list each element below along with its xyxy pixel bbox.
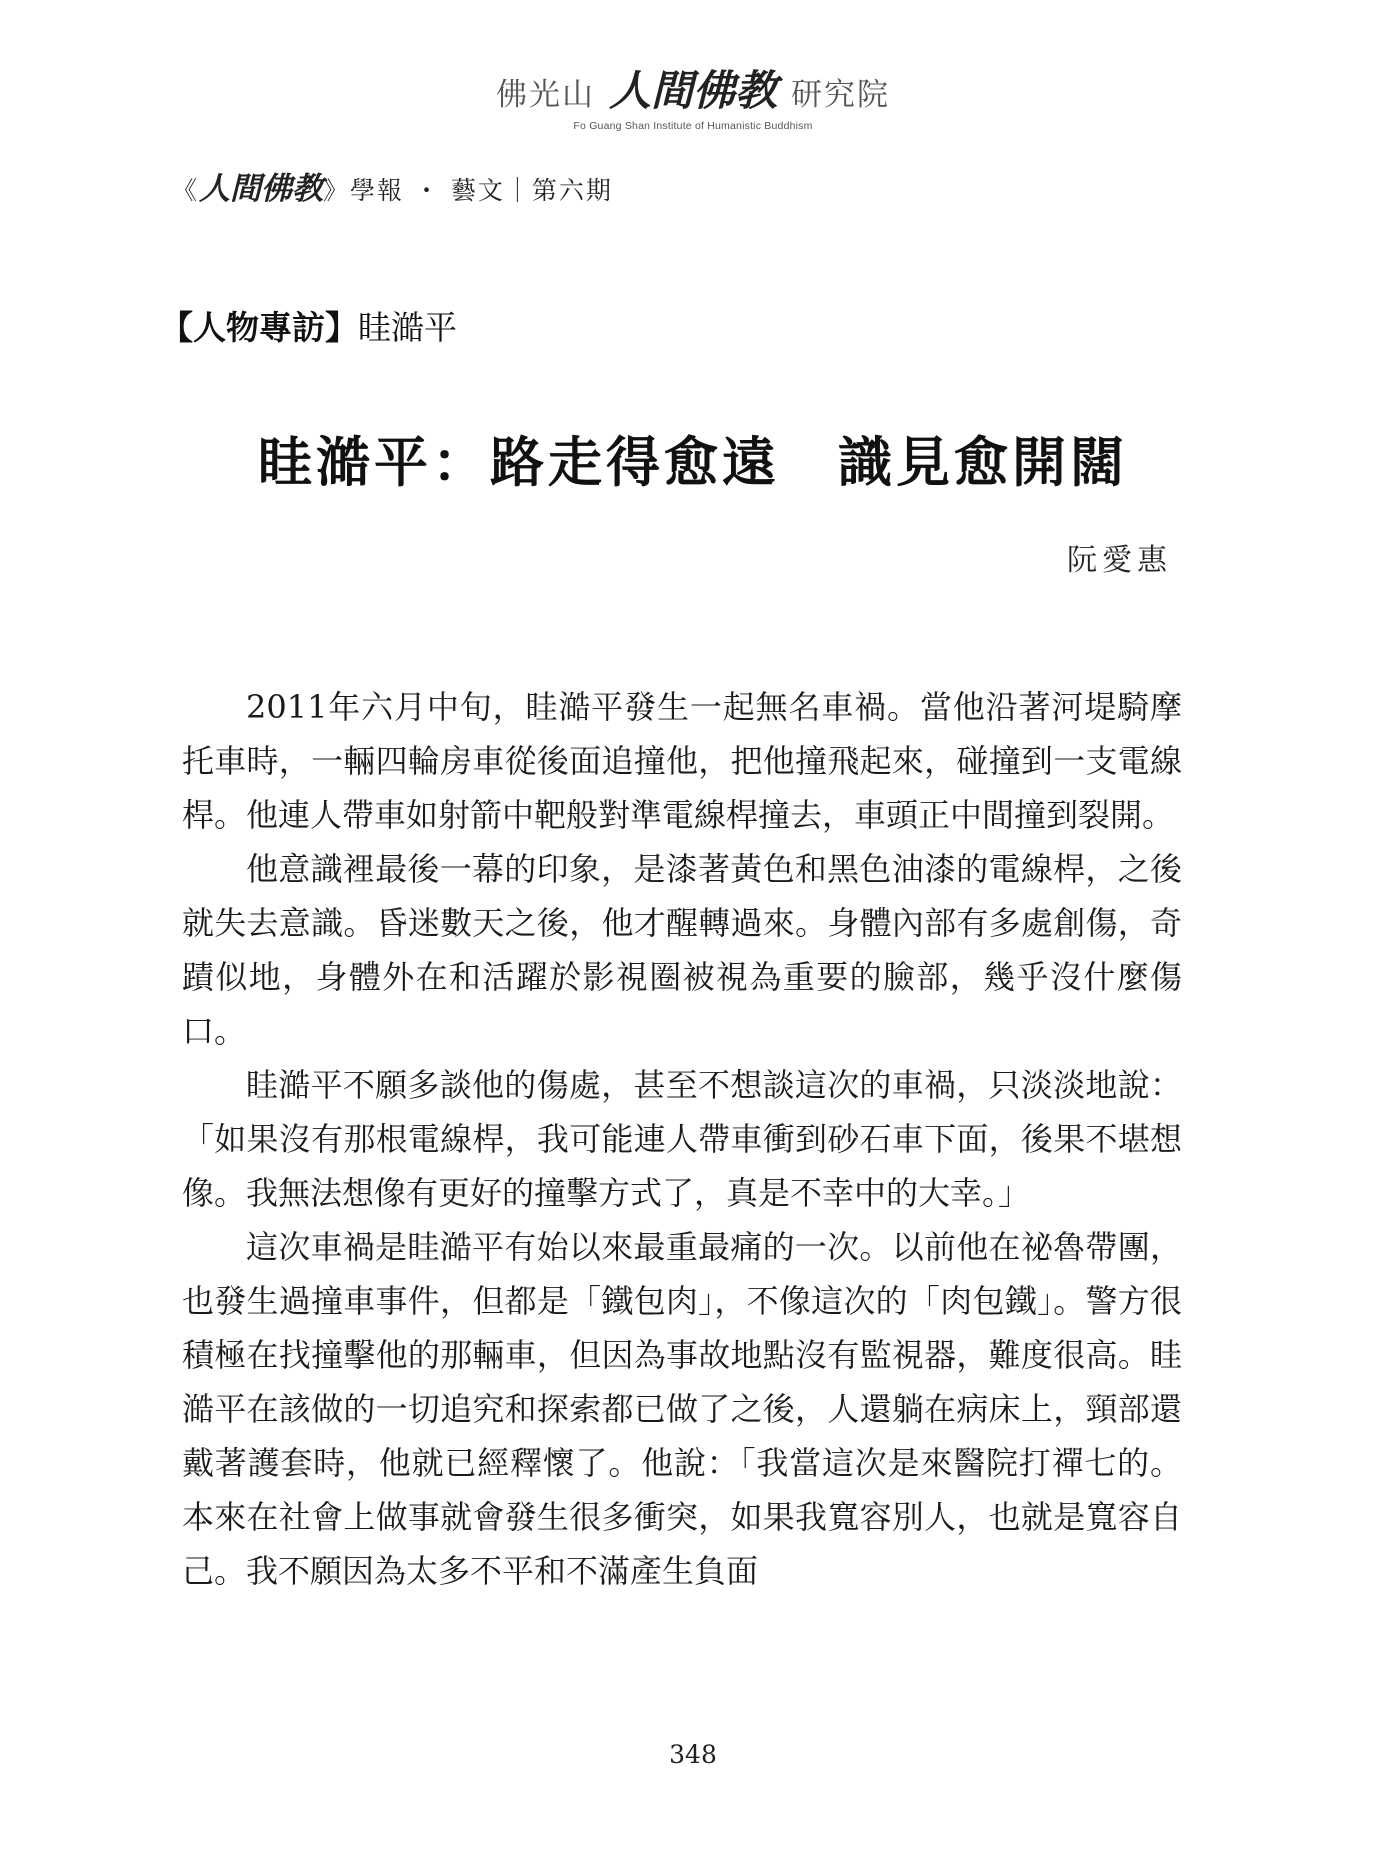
section-tag: 【人物專訪】 xyxy=(160,308,358,347)
section-name: 眭澔平 xyxy=(358,308,457,347)
article-author: 阮愛惠 xyxy=(1067,543,1172,578)
paragraph: 這次車禍是眭澔平有始以來最重最痛的一次。以前他在祕魯帶團，也發生過撞車事件，但都是「鐵包肉」，不像這次的「肉包鐵」。警方很積極在找撞擊他的那輛車，但因為事故地點沒有監視器，難度很高。眭澔平在該做的一切追究和探索都已做了之後，人還躺在病床上，頸部還戴著護套時，他就已經釋懷了。他說：「我當這次是來醫院打禪七的。本來在社會上做事就會發生很多衝突，如果我寬容別人，也就是寬容自己。我不願因為太多不平和不滿產生負面 xyxy=(182,1228,1182,1590)
paragraph: 2011年六月中旬，眭澔平發生一起無名車禍。當他沿著河堤騎摩托車時，一輛四輪房車從後面追撞他，把他撞飛起來，碰撞到一支電線桿。他連人帶車如射箭中靶般對準電線桿撞去，車頭正中間撞到裂開。 xyxy=(182,688,1182,834)
section-heading xyxy=(160,302,457,349)
journal-open: 《 xyxy=(172,176,200,205)
paragraph: 眭澔平不願多談他的傷處，甚至不想談這次的車禍，只淡淡地說：「如果沒有那根電線桿，我可能連人帶車衝到砂石車下面，後果不堪想像。我無法想像有更好的撞擊方式了，真是不幸中的大幸。」 xyxy=(182,1066,1182,1212)
journal-calligraphy: 人間佛教 xyxy=(199,171,324,207)
article-body xyxy=(182,680,1182,1598)
logo-calligraphy: 人間佛教 xyxy=(608,66,777,115)
institute-header xyxy=(0,58,1386,132)
institute-logo xyxy=(496,58,890,118)
institute-subtitle: Fo Guang Shan Institute of Humanistic Buddhism xyxy=(573,120,813,132)
article-title: 眭澔平：路走得愈遠 識見愈開闊 xyxy=(258,430,1128,494)
page-number: 348 xyxy=(669,1740,717,1769)
journal-close: 》學報 ・ 藝文｜第六期 xyxy=(323,176,613,205)
logo-left-text: 佛光山 xyxy=(495,77,595,113)
journal-line xyxy=(172,163,613,208)
paragraph: 他意識裡最後一幕的印象，是漆著黃色和黑色油漆的電線桿，之後就失去意識。昏迷數天之後，他才醒轉過來。身體內部有多處創傷，奇蹟似地，身體外在和活躍於影視圈被視為重要的臉部，幾乎沒什麼傷口。 xyxy=(182,850,1182,1050)
logo-right-text: 研究院 xyxy=(791,77,890,113)
